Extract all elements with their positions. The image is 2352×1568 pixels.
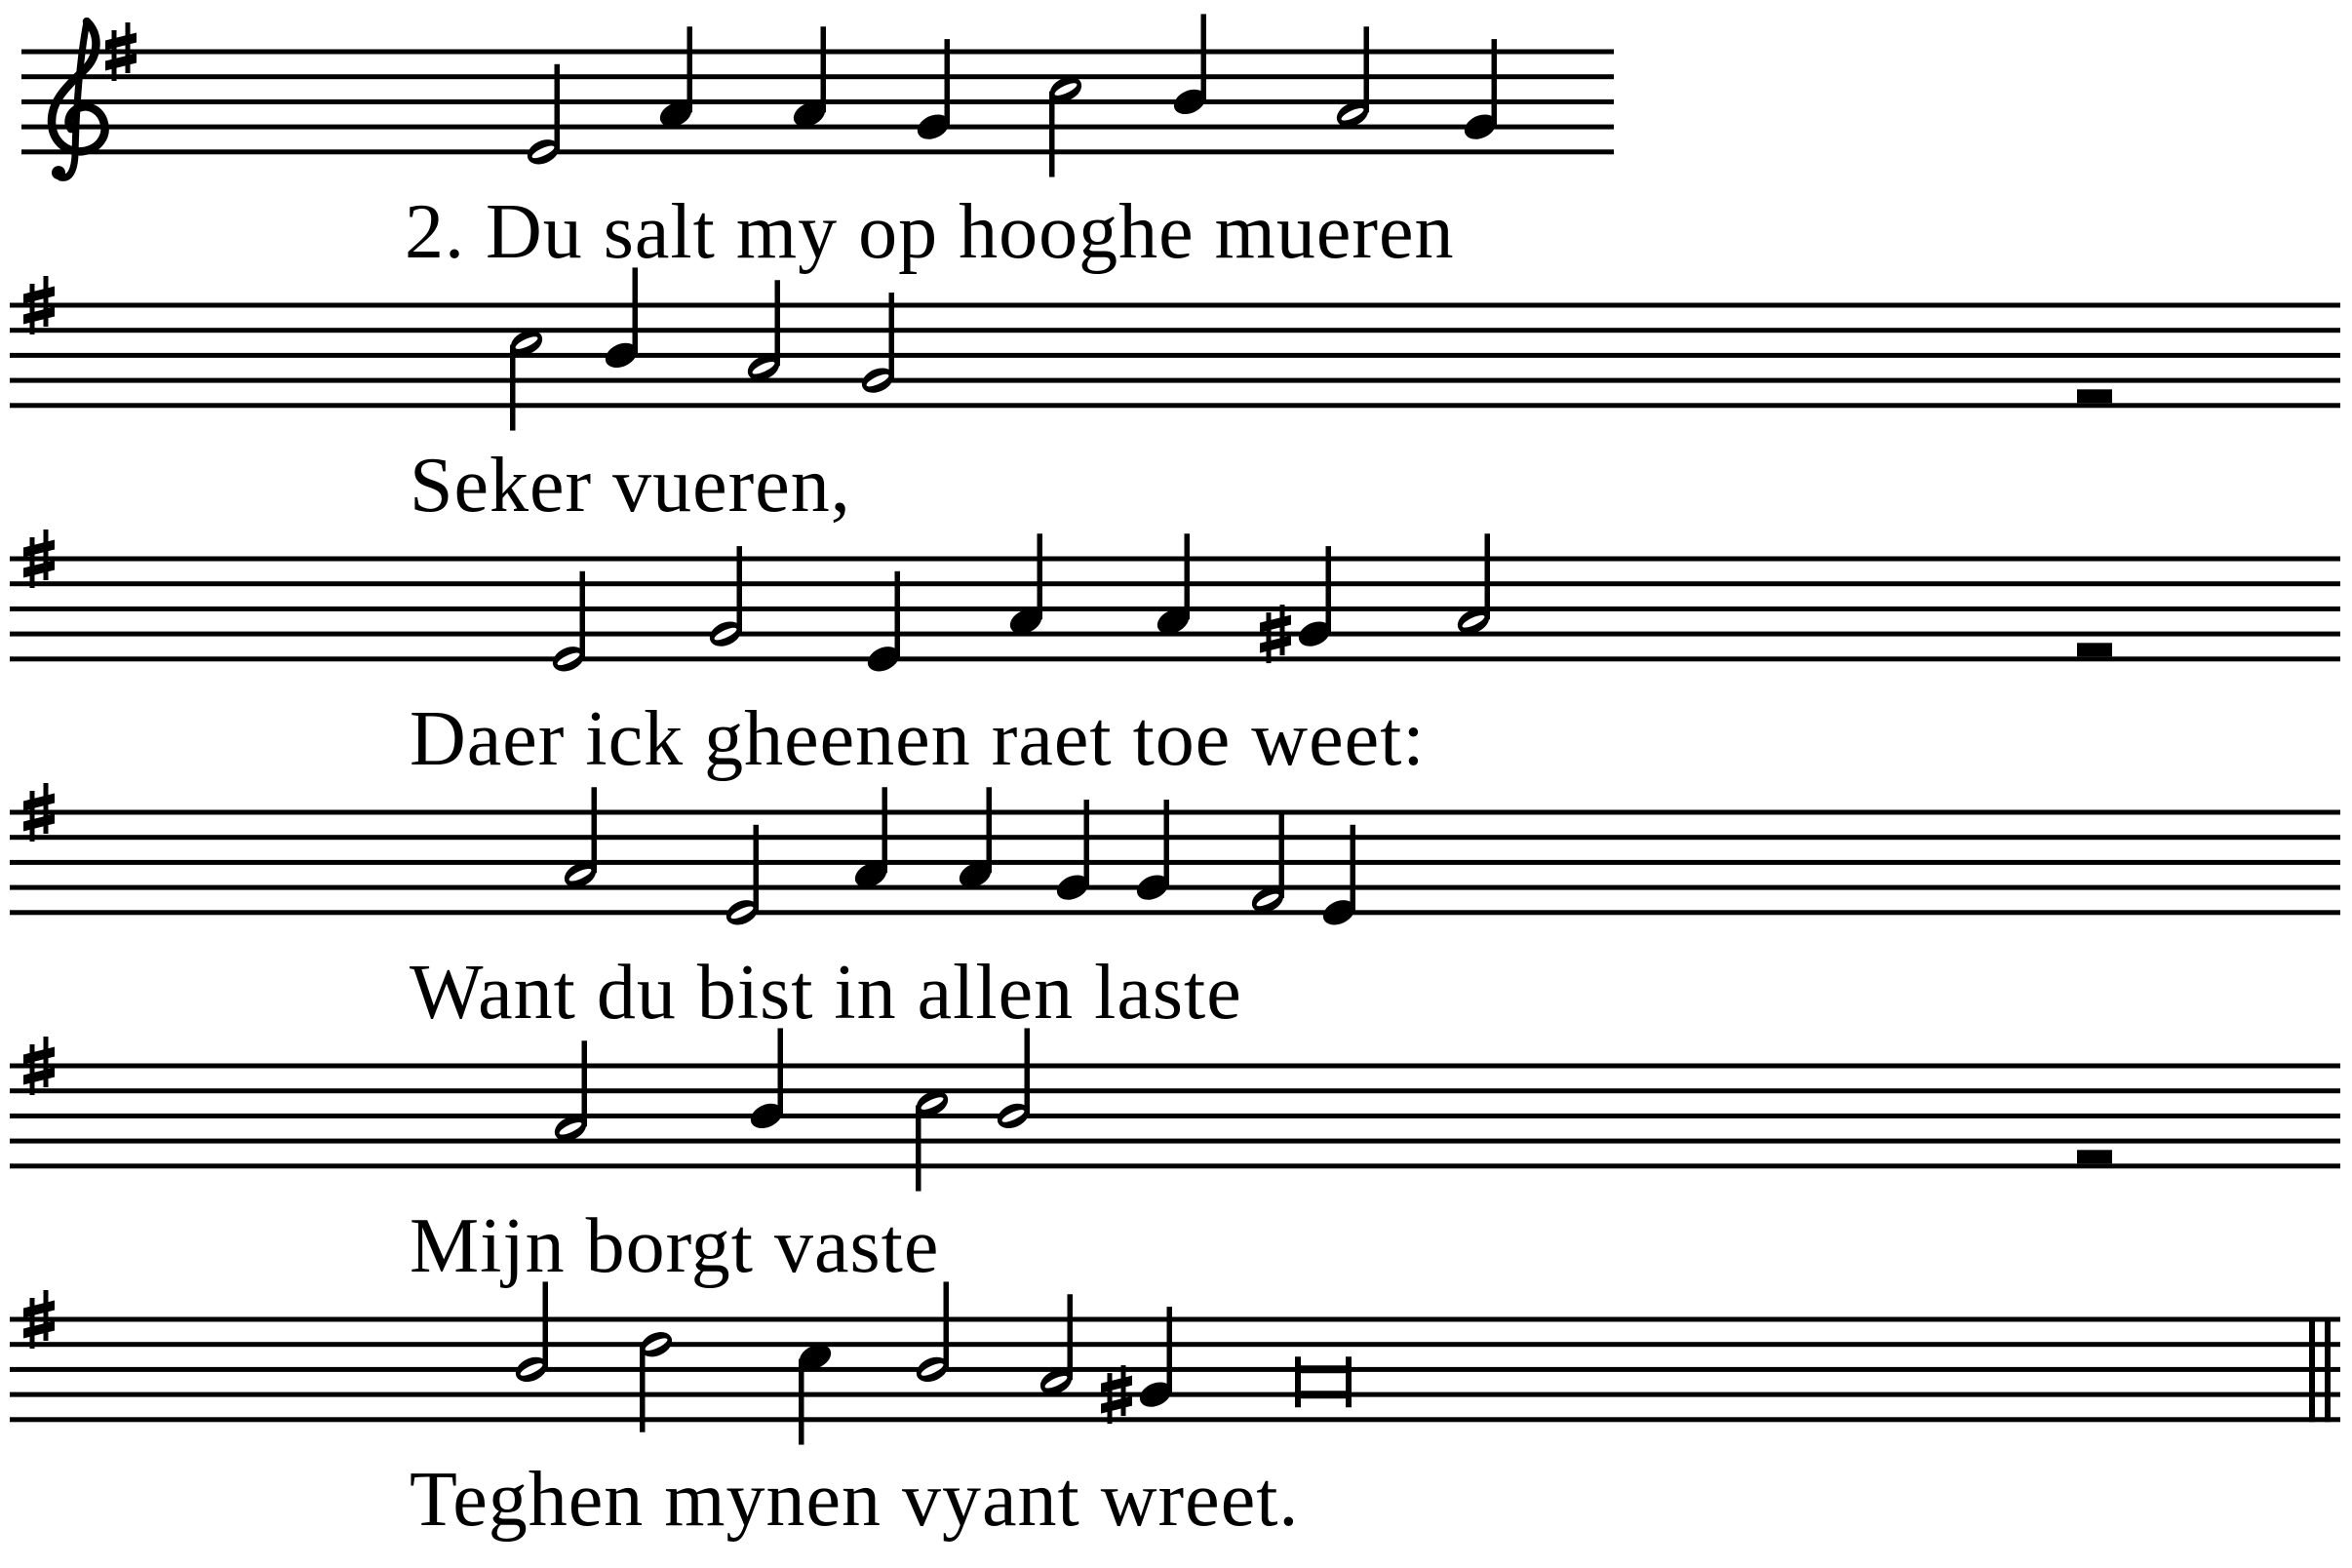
note-quarter-e4 [864, 571, 904, 677]
note-half-e4 [723, 825, 763, 930]
staff-system-1 [21, 14, 1614, 179]
note-half-b4 [512, 1281, 552, 1387]
note-stem [737, 546, 743, 632]
note-stem [1049, 92, 1055, 177]
staff-line [10, 557, 2340, 562]
note-stem [543, 1281, 549, 1367]
note-quarter-g4 [914, 39, 954, 144]
staff-line [10, 353, 2340, 358]
lyric-line-6: Teghen mynen vyant wreet. [410, 1457, 1300, 1543]
staff-lines [10, 303, 2340, 409]
note-quarter-g4 [1101, 1307, 1175, 1424]
note-stem [1025, 1028, 1031, 1114]
note-stem [582, 1040, 588, 1126]
staff-lines [21, 50, 1614, 155]
staff-line [10, 835, 2340, 840]
note-quarter-g4 [1053, 800, 1093, 905]
staff-line [10, 303, 2340, 308]
staff-line [10, 810, 2340, 815]
note-stem [1492, 39, 1498, 125]
note-stem [1038, 533, 1043, 619]
note-half-g4 [858, 293, 898, 398]
note-stem [1164, 800, 1170, 885]
staff-line [10, 1417, 2340, 1422]
note-stem [687, 26, 693, 112]
staff-line [10, 1114, 2340, 1118]
staff-line [10, 910, 2340, 915]
staff-system-4 [10, 783, 2340, 929]
note-stem [1068, 1294, 1074, 1380]
note-stem [944, 1281, 950, 1367]
staff-system-6 [10, 1281, 2340, 1444]
note-stem [916, 1106, 921, 1192]
note-half-d5 [637, 1327, 677, 1432]
lyric-line-3: Daer ick gheenen raet toe weet: [410, 696, 1426, 782]
staff-line [10, 656, 2340, 661]
half-rest [2077, 389, 2112, 403]
staff-line [10, 403, 2340, 408]
staff-line [10, 1088, 2340, 1093]
note-quarter-b4 [602, 267, 642, 372]
note-stem [1279, 812, 1285, 898]
note-stem [1351, 825, 1356, 911]
note-stem [580, 571, 586, 657]
staff-line [21, 74, 1614, 79]
note-quarter-b4 [747, 1028, 787, 1133]
staff-lines [10, 557, 2340, 662]
note-half-b4 [994, 1028, 1034, 1133]
staff-line [21, 50, 1614, 55]
staff-line [21, 149, 1614, 154]
note-quarter-b4 [1170, 14, 1210, 119]
note-stem [895, 571, 901, 657]
note-stem [1185, 533, 1191, 619]
note-half-g4 [706, 546, 746, 651]
note-half-b4 [913, 1281, 953, 1387]
lyric-line-1: 2. Du salt my op hooghe mueren [405, 189, 1455, 275]
staff-line [10, 1392, 2340, 1397]
staff-lines [10, 1064, 2340, 1169]
note-stem [640, 1347, 646, 1432]
note-stem [555, 64, 561, 150]
note-stem [945, 39, 951, 125]
staff-lines [10, 810, 2340, 916]
staff-line [10, 860, 2340, 865]
note-quarter-g4 [1260, 546, 1334, 663]
note-stem [1485, 533, 1491, 619]
lyric-line-2: Seker vueren, [410, 443, 851, 529]
staff-line [21, 125, 1614, 130]
note-stem [510, 345, 516, 431]
staff-line [10, 1367, 2340, 1372]
half-rest [2077, 643, 2112, 656]
note-half-e4 [524, 64, 564, 170]
staff-system-3 [10, 529, 2340, 676]
note-stem [882, 787, 888, 873]
half-rest [2077, 1150, 2112, 1163]
note-stem [1167, 1307, 1173, 1392]
staff-line [10, 1163, 2340, 1168]
lyric-line-4: Want du bist in allen laste [410, 950, 1242, 1036]
staff-system-5 [10, 1028, 2340, 1191]
note-stem [1084, 800, 1090, 885]
staff-line [10, 1342, 2340, 1347]
staff-system-2 [10, 267, 2340, 430]
note-quarter-e4 [1319, 825, 1359, 930]
staff-line [10, 885, 2340, 890]
note-stem [1326, 546, 1332, 632]
staff-line [10, 1139, 2340, 1144]
note-stem [1364, 26, 1370, 112]
staff-line [10, 581, 2340, 586]
note-stem [987, 787, 993, 873]
staff-line [10, 378, 2340, 383]
note-stem [799, 1359, 804, 1445]
staff-line [10, 1064, 2340, 1069]
note-stem [592, 787, 598, 873]
note-quarter-g4 [1133, 800, 1173, 905]
note-quarter-g4 [1461, 39, 1501, 144]
note-stem [889, 293, 895, 378]
staff-line [10, 1317, 2340, 1322]
note-breve [1295, 1356, 1352, 1407]
note-stem [1201, 14, 1207, 99]
note-stem [821, 26, 827, 112]
note-stem [633, 267, 639, 353]
note-stem [778, 1028, 784, 1114]
lyric-line-5: Mijn borgt vaste [410, 1203, 940, 1289]
note-stem [754, 825, 760, 911]
staff-lines [10, 1317, 2340, 1423]
staff-line [10, 328, 2340, 333]
note-half-e4 [549, 571, 589, 677]
note-stem [775, 280, 781, 366]
